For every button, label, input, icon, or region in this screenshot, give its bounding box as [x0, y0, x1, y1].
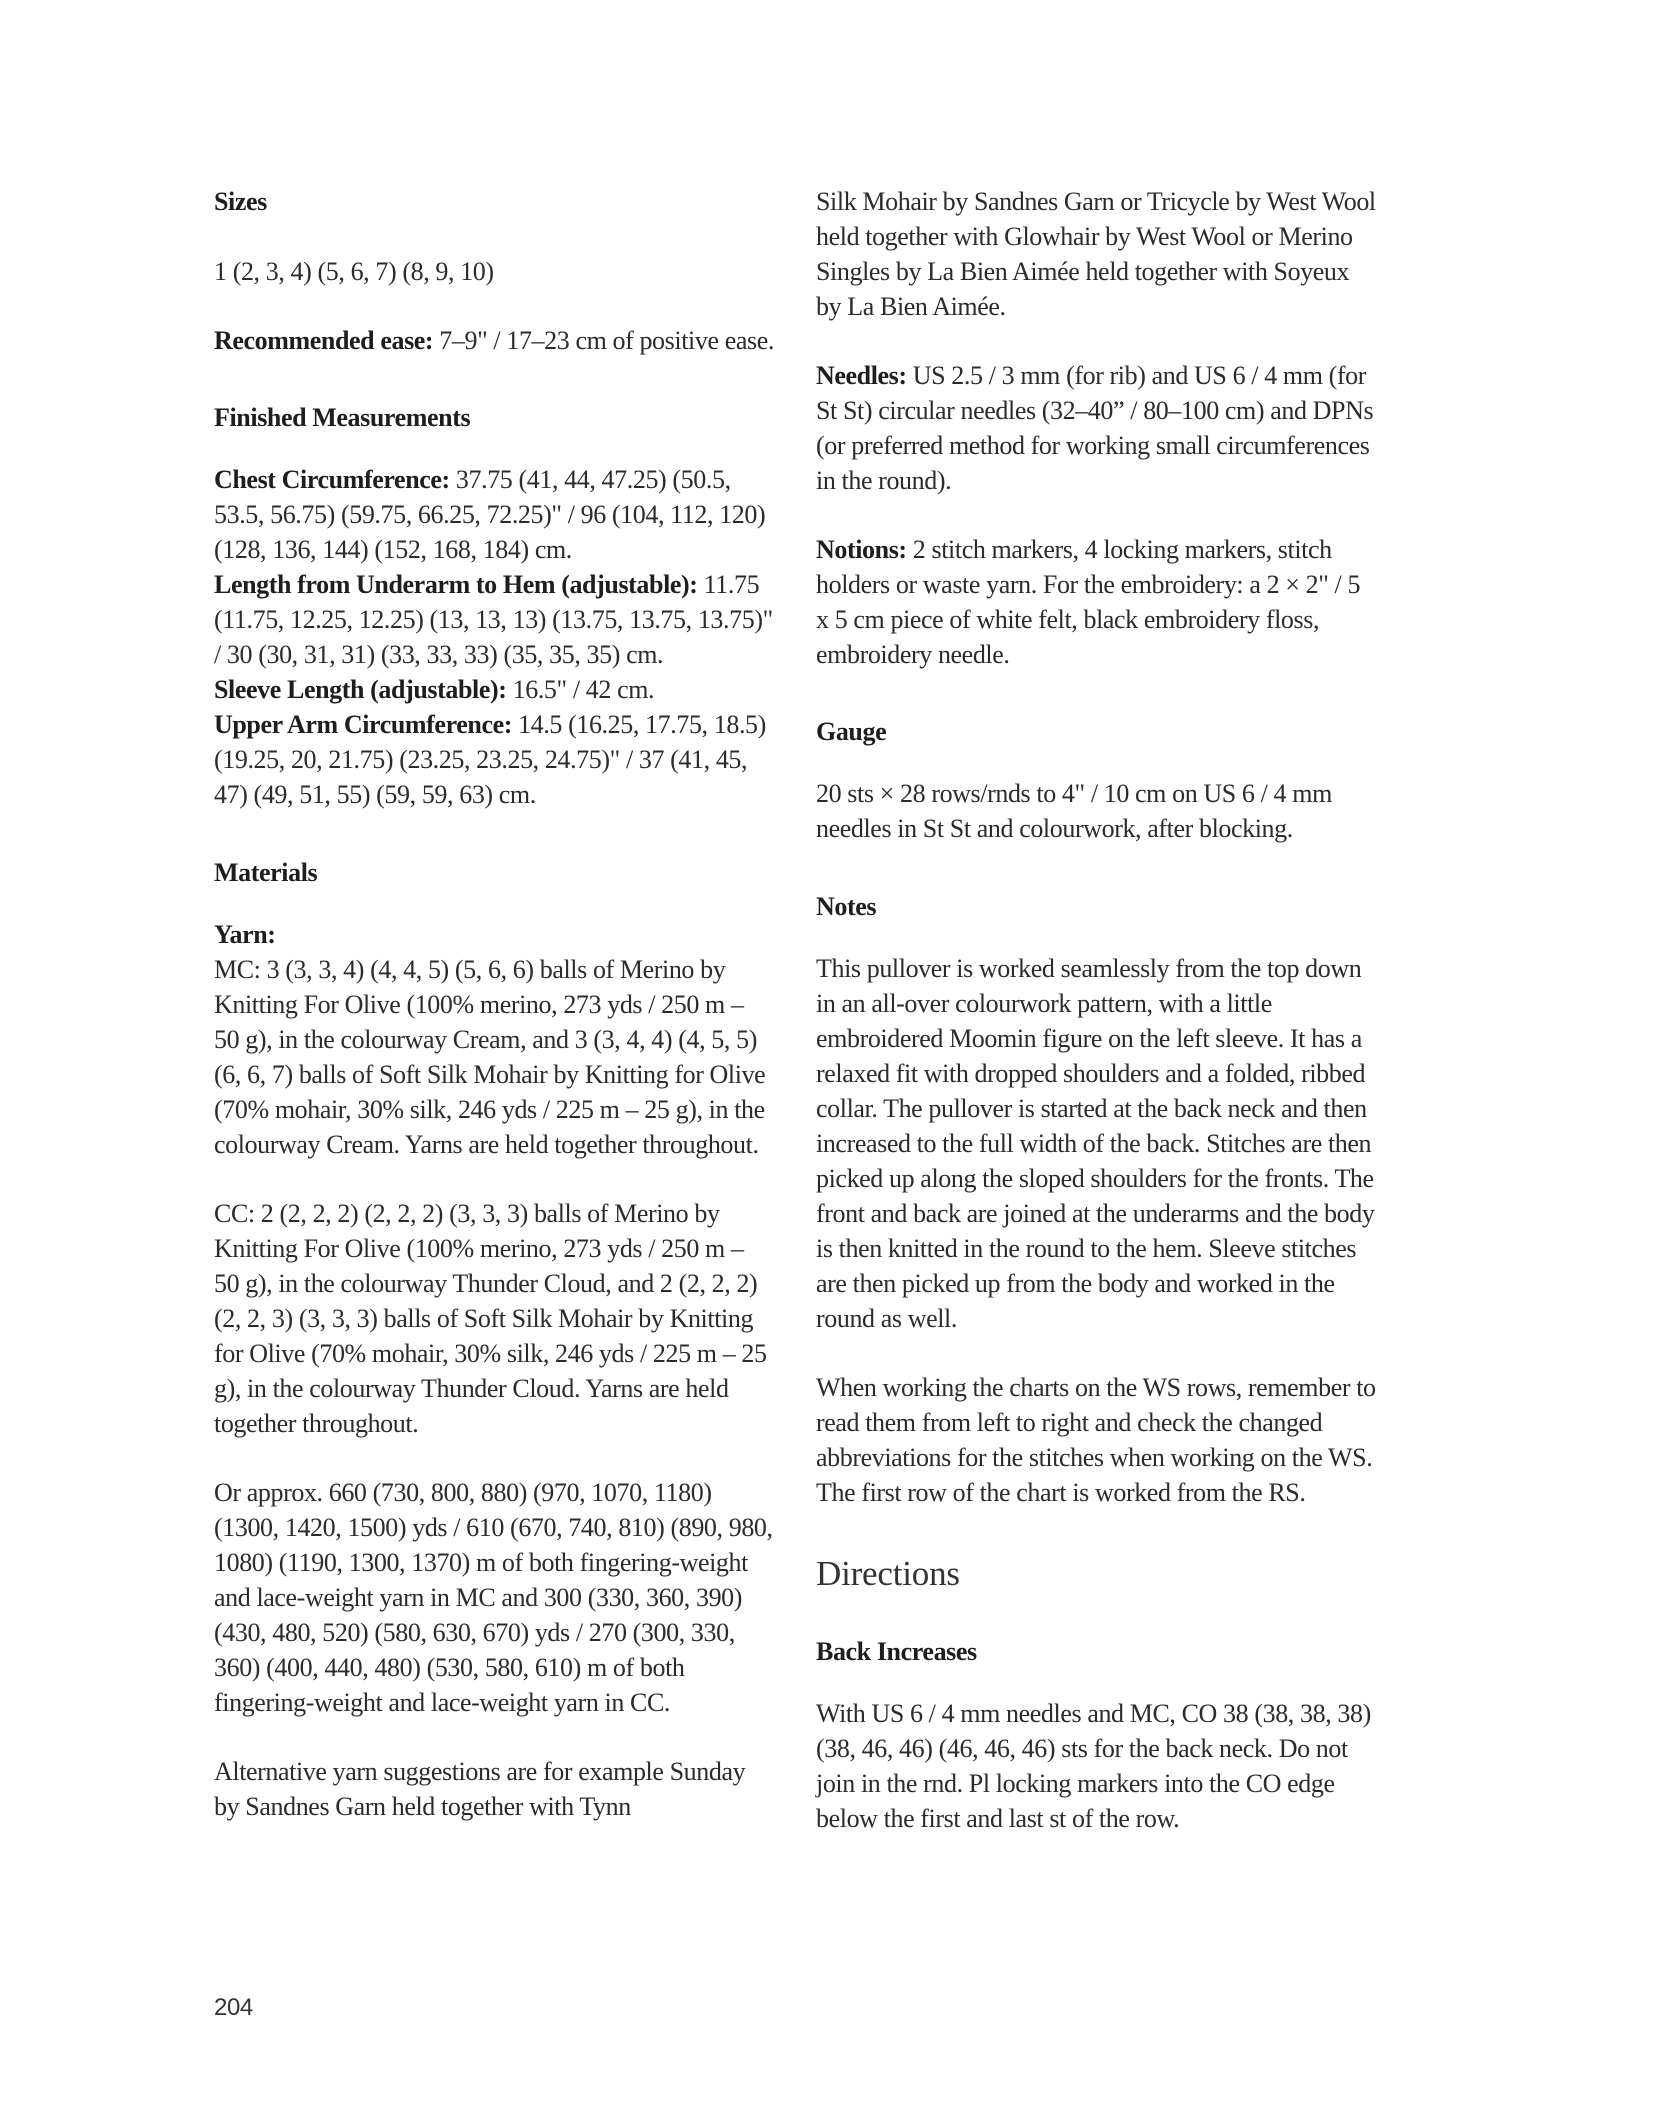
- notes-paragraph-2: When working the charts on the WS rows, remember to read them from left to right and check the changed abbreviations for the stitches when working on the WS. The first row of the chart is worked from the RS.: [816, 1373, 1376, 1507]
- notions-text: 2 stitch markers, 4 locking markers, stitch holders or waste yarn. For the embroidery: a 2 × 2" / 5 x 5 cm piece of white felt, black embroidery floss, embroidery needle.: [816, 535, 1361, 669]
- ease-paragraph: [214, 323, 774, 358]
- finished-measurements-heading: Finished Measurements: [214, 403, 471, 432]
- upper-arm-text: 14.5 (16.25, 17.75, 18.5) (19.25, 20, 21.75) (23.25, 23.25, 24.75)" / 37 (41, 45, 47) (49, 51, 55) (59, 59, 63) cm.: [214, 710, 766, 809]
- length-label: Length from Underarm to Hem (adjustable):: [214, 570, 698, 599]
- sleeve-paragraph: [214, 672, 774, 707]
- notes-heading: Notes: [816, 892, 877, 921]
- needles-label: Needles:: [816, 361, 907, 390]
- needles-text: US 2.5 / 3 mm (for rib) and US 6 / 4 mm (for St St) circular needles (32–40” / 80–100 cm) and DPNs (or preferred method for working small circumferences in the round).: [816, 361, 1374, 495]
- ease-label: Recommended ease:: [214, 326, 434, 355]
- sizes-value: 1 (2, 3, 4) (5, 6, 7) (8, 9, 10): [214, 257, 494, 286]
- ease-text: 7–9" / 17–23 cm of positive ease.: [433, 326, 774, 355]
- notions-paragraph: [816, 532, 1376, 672]
- sleeve-label: Sleeve Length (adjustable):: [214, 675, 507, 704]
- yarn-label: Yarn:: [214, 920, 276, 949]
- chest-text: 37.75 (41, 44, 47.25) (50.5, 53.5, 56.75) (59.75, 66.25, 72.25)" / 96 (104, 112, 120) (128, 136, 144) (152, 168, 184) cm.: [214, 465, 766, 564]
- page-number: 204: [214, 1994, 253, 2021]
- length-text: 11.75 (11.75, 12.25, 12.25) (13, 13, 13) (13.75, 13.75, 13.75)" / 30 (30, 31, 31) (33, 33, 33) (35, 35, 35) cm.: [214, 570, 773, 669]
- gauge-heading: Gauge: [816, 717, 887, 746]
- approx-paragraph: Or approx. 660 (730, 800, 880) (970, 1070, 1180) (1300, 1420, 1500) yds / 610 (670, 740, 810) (890, 980, 1080) (1190, 1300, 1370) m of both fingering-weight and lace-weight yarn in MC and 300 (330, 360, 390) (430, 480, 520) (580, 630, 670) yds / 270 (300, 330, 360) (400, 440, 480) (530, 580, 610) m of both fingering-weight and lace-weight yarn in CC.: [214, 1478, 773, 1717]
- alternative-yarn-continued: Silk Mohair by Sandnes Garn or Tricycle by West Wool held together with Glowhair by West Wool or Merino Singles by La Bien Aimée held together with Soyeux by La Bien Aimée.: [816, 187, 1376, 321]
- notions-label: Notions:: [816, 535, 907, 564]
- alternative-yarn-paragraph: Alternative yarn suggestions are for example Sunday by Sandnes Garn held together with Tynn: [214, 1757, 746, 1821]
- right-column: [816, 184, 1376, 1836]
- chest-label: Chest Circumference:: [214, 465, 450, 494]
- notes-paragraph-1: This pullover is worked seamlessly from the top down in an all-over colourwork pattern, with a little embroidered Moomin figure on the left sleeve. It has a relaxed fit with dropped shoulders and a folded, ribbed collar. The pullover is started at the back neck and then increased to the full width of the back. Stitches are then picked up along the sloped shoulders for the fronts. The front and back are joined at the underarms and the body is then knitted in the round to the hem. Sleeve stitches are then picked up from the body and worked in the round as well.: [816, 954, 1375, 1333]
- cc-paragraph: CC: 2 (2, 2, 2) (2, 2, 2) (3, 3, 3) balls of Merino by Knitting For Olive (100% merino, 273 yds / 250 m – 50 g), in the colourway Thunder Cloud, and 2 (2, 2, 2) (2, 2, 3) (3, 3, 3) balls of Soft Silk Mohair by Knitting for Olive (70% mohair, 30% silk, 246 yds / 225 m – 25 g), in the colourway Thunder Cloud. Yarns are held together throughout.: [214, 1199, 767, 1438]
- directions-heading: Directions: [816, 1554, 960, 1593]
- chest-paragraph: [214, 462, 774, 567]
- upper-arm-label: Upper Arm Circumference:: [214, 710, 512, 739]
- back-increases-text: With US 6 / 4 mm needles and MC, CO 38 (38, 38, 38) (38, 46, 46) (46, 46, 46) sts for the back neck. Do not join in the rnd. Pl locking markers into the CO edge below the first and last st of the row.: [816, 1699, 1371, 1833]
- upper-arm-paragraph: [214, 707, 774, 812]
- needles-paragraph: [816, 358, 1376, 498]
- back-increases-heading: Back Increases: [816, 1637, 977, 1666]
- left-column: [214, 184, 774, 1824]
- length-paragraph: [214, 567, 774, 672]
- materials-heading: Materials: [214, 858, 318, 887]
- mc-paragraph: MC: 3 (3, 3, 4) (4, 4, 5) (5, 6, 6) balls of Merino by Knitting For Olive (100% merino, 273 yds / 250 m – 50 g), in the colourway Cream, and 3 (3, 4, 4) (4, 5, 5) (6, 6, 7) balls of Soft Silk Mohair by Knitting for Olive (70% mohair, 30% silk, 246 yds / 225 m – 25 g), in the colourway Cream. Yarns are held together throughout.: [214, 955, 766, 1159]
- sleeve-text: 16.5" / 42 cm.: [506, 675, 655, 704]
- gauge-text: 20 sts × 28 rows/rnds to 4" / 10 cm on US 6 / 4 mm needles in St St and colourwork, after blocking.: [816, 779, 1332, 843]
- sizes-heading: Sizes: [214, 187, 267, 216]
